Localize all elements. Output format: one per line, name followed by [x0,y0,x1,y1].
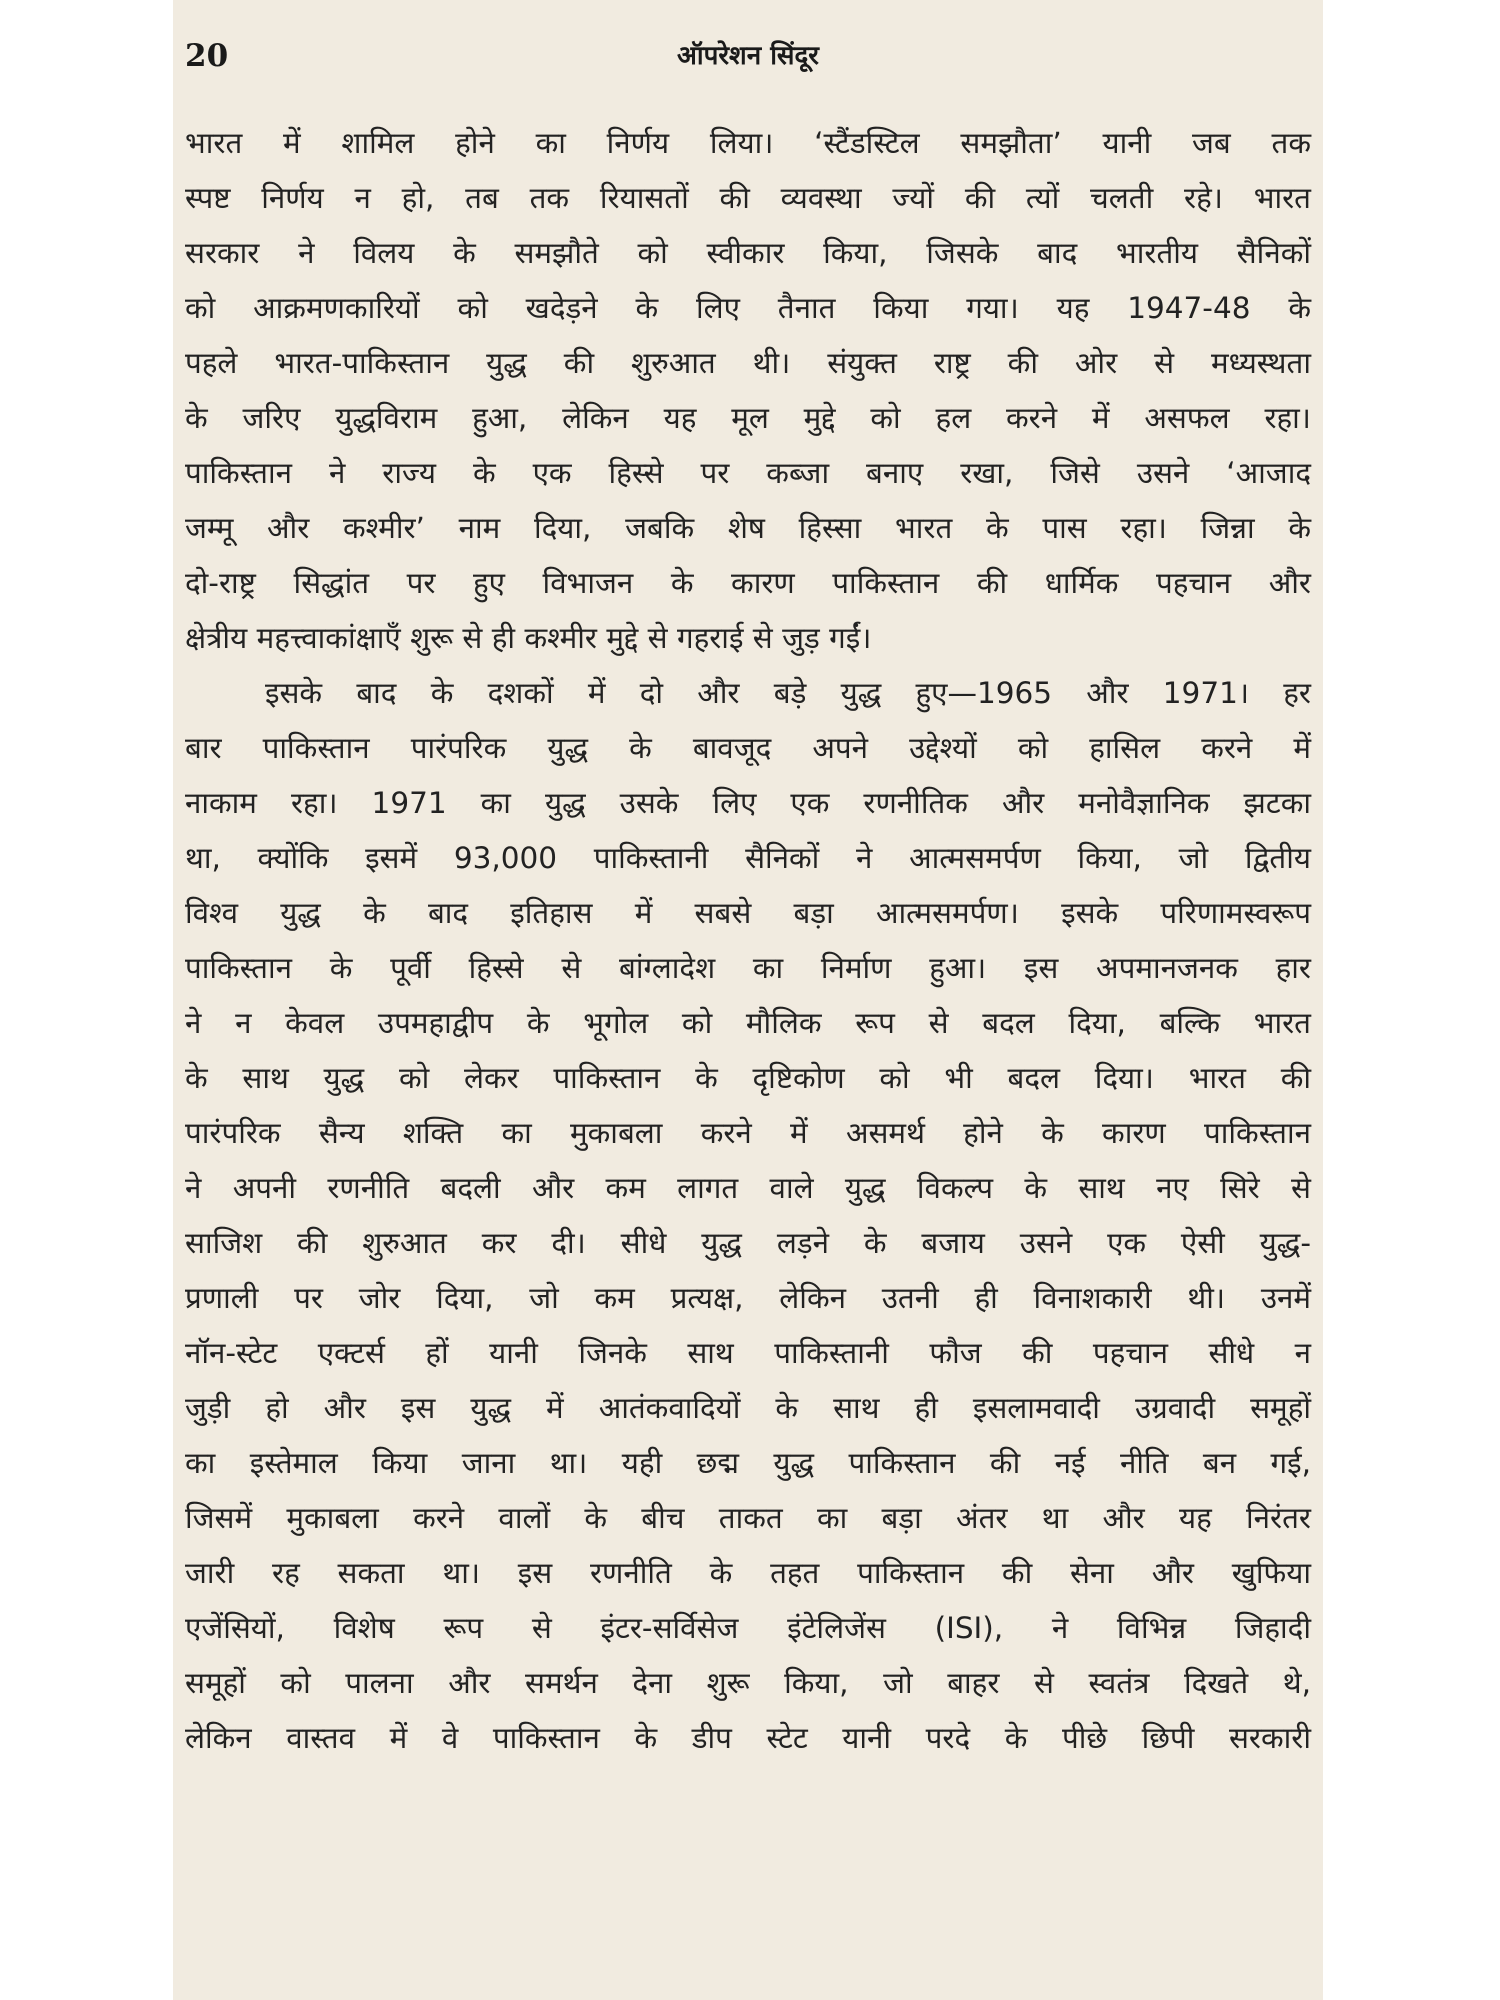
text-line: भारत में शामिल होने का निर्णय लिया। ‘स्टैंडस्टिल समझौता’ यानी जब तक [185,126,1311,160]
text-line: जम्मू और कश्मीर’ नाम दिया, जबकि शेष हिस्सा भारत के पास रहा। जिन्ना के [185,511,1311,545]
text-line: दो-राष्ट्र सिद्धांत पर हुए विभाजन के कारण पाकिस्तान की धार्मिक पहचान और [185,566,1311,600]
running-head [185,36,1311,86]
text-line: सरकार ने विलय के समझौते को स्वीकार किया, जिसके बाद भारतीय सैनिकों [185,236,1311,270]
text-line: जिसमें मुकाबला करने वालों के बीच ताकत का बड़ा अंतर था और यह निरंतर [185,1501,1311,1535]
text-line: साजिश की शुरुआत कर दी। सीधे युद्ध लड़ने के बजाय उसने एक ऐसी युद्ध- [185,1226,1311,1260]
book-page [173,0,1323,2000]
text-line: था, क्योंकि इसमें 93,000 पाकिस्तानी सैनिकों ने आत्मसमर्पण किया, जो द्वितीय [185,841,1311,875]
text-line: एजेंसियों, विशेष रूप से इंटर-सर्विसेज इंटेलिजेंस (ISI), ने विभिन्न जिहादी [185,1611,1311,1645]
text-line: का इस्तेमाल किया जाना था। यही छद्म युद्ध पाकिस्तान की नई नीति बन गई, [185,1446,1311,1480]
text-line: नाकाम रहा। 1971 का युद्ध उसके लिए एक रणनीतिक और मनोवैज्ञानिक झटका [185,786,1311,820]
page-number: 20 [185,38,229,74]
book-title: ऑपरेशन सिंदूर [677,41,819,71]
text-line: नॉन-स्टेट एक्टर्स हों यानी जिनके साथ पाकिस्तानी फौज की पहचान सीधे न [185,1336,1311,1370]
text-line: पारंपरिक सैन्य शक्ति का मुकाबला करने में असमर्थ होने के कारण पाकिस्तान [185,1116,1311,1150]
text-line: लेकिन वास्तव में वे पाकिस्तान के डीप स्टेट यानी परदे के पीछे छिपी सरकारी [185,1721,1311,1755]
text-line: के साथ युद्ध को लेकर पाकिस्तान के दृष्टिकोण को भी बदल दिया। भारत की [185,1061,1311,1095]
text-line: ने अपनी रणनीति बदली और कम लागत वाले युद्ध विकल्प के साथ नए सिरे से [185,1171,1311,1205]
text-line: प्रणाली पर जोर दिया, जो कम प्रत्यक्ष, लेकिन उतनी ही विनाशकारी थी। उनमें [185,1281,1311,1315]
text-line: समूहों को पालना और समर्थन देना शुरू किया, जो बाहर से स्वतंत्र दिखते थे, [185,1666,1311,1700]
text-line: को आक्रमणकारियों को खदेड़ने के लिए तैनात किया गया। यह 1947-48 के [185,291,1311,325]
text-line: स्पष्ट निर्णय न हो, तब तक रियासतों की व्यवस्था ज्यों की त्यों चलती रहे। भारत [185,181,1311,215]
body-text [185,116,1311,1766]
text-line: जुड़ी हो और इस युद्ध में आतंकवादियों के साथ ही इसलामवादी उग्रवादी समूहों [185,1391,1311,1425]
text-line: जारी रह सकता था। इस रणनीति के तहत पाकिस्तान की सेना और खुफिया [185,1556,1311,1590]
text-line: इसके बाद के दशकों में दो और बड़े युद्ध हुए—1965 और 1971। हर [265,676,1311,710]
paragraph-2 [185,666,1311,1766]
text-line: ने न केवल उपमहाद्वीप के भूगोल को मौलिक रूप से बदल दिया, बल्कि भारत [185,1006,1311,1040]
text-line: के जरिए युद्धविराम हुआ, लेकिन यह मूल मुद्दे को हल करने में असफल रहा। [185,401,1311,435]
paragraph-1 [185,116,1311,666]
text-line: क्षेत्रीय महत्त्वाकांक्षाएँ शुरू से ही कश्मीर मुद्दे से गहराई से जुड़ गईं। [185,621,872,655]
text-line: पाकिस्तान ने राज्य के एक हिस्से पर कब्जा बनाए रखा, जिसे उसने ‘आजाद [185,456,1311,490]
text-line: विश्व युद्ध के बाद इतिहास में सबसे बड़ा आत्मसमर्पण। इसके परिणामस्वरूप [185,896,1311,930]
text-line: पाकिस्तान के पूर्वी हिस्से से बांग्लादेश का निर्माण हुआ। इस अपमानजनक हार [185,951,1311,985]
text-line: पहले भारत-पाकिस्तान युद्ध की शुरुआत थी। संयुक्त राष्ट्र की ओर से मध्यस्थता [185,346,1311,380]
text-line: बार पाकिस्तान पारंपरिक युद्ध के बावजूद अपने उद्देश्यों को हासिल करने में [185,731,1311,765]
